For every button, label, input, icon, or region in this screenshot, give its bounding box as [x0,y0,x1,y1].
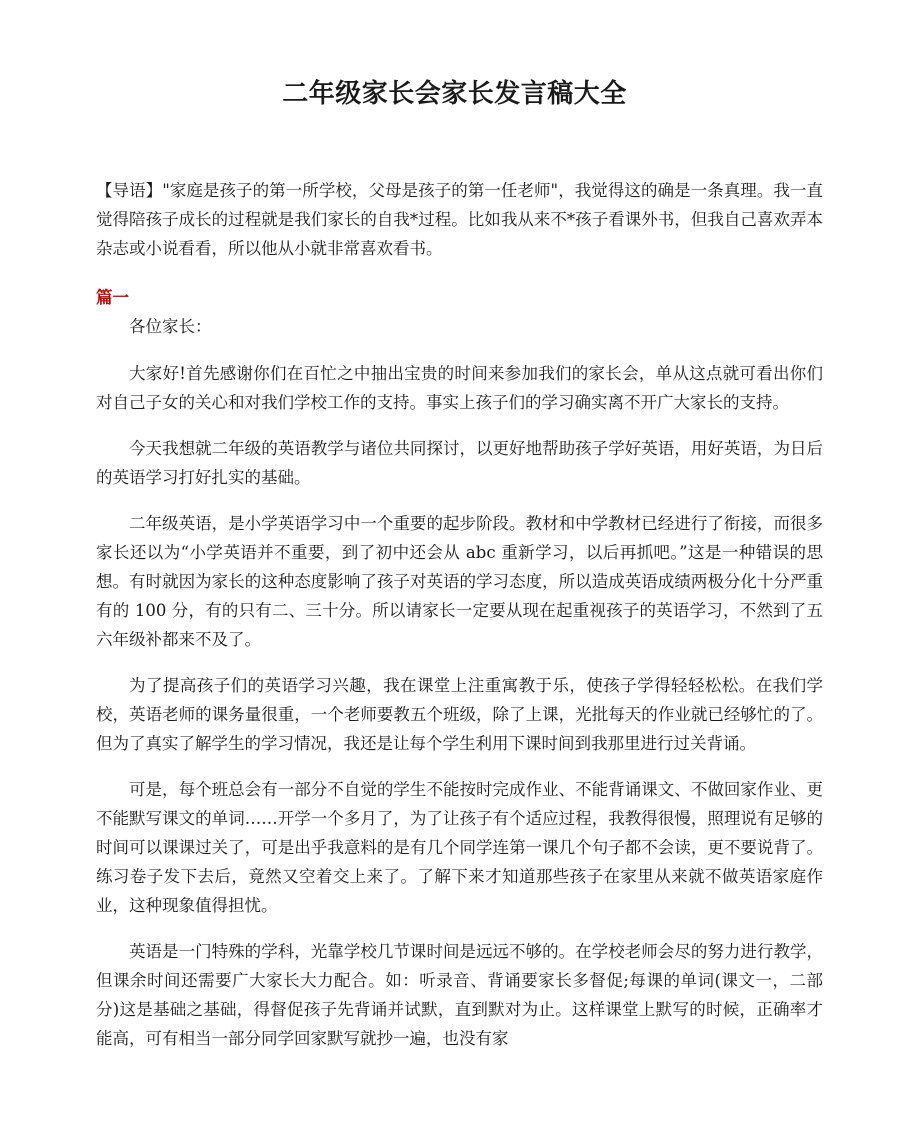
greeting: 各位家长： [129,317,212,336]
body-paragraph-5: 可是，每个班总会有一部分不自觉的学生不能按时完成作业、不能背诵课文、不做回家作业、更不能默写课文的单词……开学一个多月了，为了让孩子有个适应过程，我教得很慢，照理说有足够的时间可以课课过关了，可是出乎我意料的是有几个同学连第一课几个句子都不会读，更不要说背了。练习卷子发下去后，竟然又空着交上来了。了解下来才知道那些孩子在家里从来就不做英语家庭作业，这种现象值得担忧。 [96,780,823,915]
body-paragraph-1: 大家好!首先感谢你们在百忙之中抽出宝贵的时间来参加我们的家长会，单从这点就可看出你们对自己子女的关心和对我们学校工作的支持。事实上孩子们的学习确实离不开广大家长的支持。 [96,364,823,412]
body-paragraph-6: 英语是一门特殊的学科，光靠学校几节课时间是远远不够的。在学校老师会尽的努力进行教学，但课余时间还需要广大家长大力配合。如：听录音、背诵要家长多督促;每课的单词(课文一，二部分)这是基础之基础，得督促孩子先背诵并试默，直到默对为止。这样课堂上默写的时候，正确率才能高，可有相当一部分同学回家默写就抄一遍，也没有家 [96,942,823,1048]
intro-paragraph: 【导语】"家庭是孩子的第一所学校，父母是孩子的第一任老师"，我觉得这的确是一条真理。我一直觉得陪孩子成长的过程就是我们家长的自我*过程。比如我从来不*孩子看课外书，但我自己喜欢弄本杂志或小说看看，所以他从小就非常喜欢看书。 [96,181,823,258]
body-paragraph-2: 今天我想就二年级的英语教学与诸位共同探讨，以更好地帮助孩子学好英语，用好英语，为日后的英语学习打好扎实的基础。 [96,439,823,487]
body-paragraph-3: 二年级英语，是小学英语学习中一个重要的起步阶段。教材和中学教材已经进行了衔接，而很多家长还以为“小学英语并不重要，到了初中还会从 abc 重新学习，以后再抓吧。”这是一种错误的思想。有时就因为家长的这种态度影响了孩子对英语的学习态度，所以造成英语成绩两极分化十分严重有的 100 分，有的只有二、三十分。所以请家长一定要从现在起重视孩子的英语学习，不然到了五六年级补都来不及了。 [96,514,823,649]
page-title: 二年级家长会家长发言稿大全 [282,79,627,109]
document-body [96,176,823,1070]
body-paragraph-4: 为了提高孩子们的英语学习兴趣，我在课堂上注重寓教于乐，使孩子学得轻轻松松。在我们学校，英语老师的课务量很重，一个老师要教五个班级，除了上课，光批每天的作业就已经够忙的了。但为了真实了解学生的学习情况，我还是让每个学生利用下课时间到我那里进行过关背诵。 [96,676,823,753]
section-label: 篇一 [96,288,129,307]
